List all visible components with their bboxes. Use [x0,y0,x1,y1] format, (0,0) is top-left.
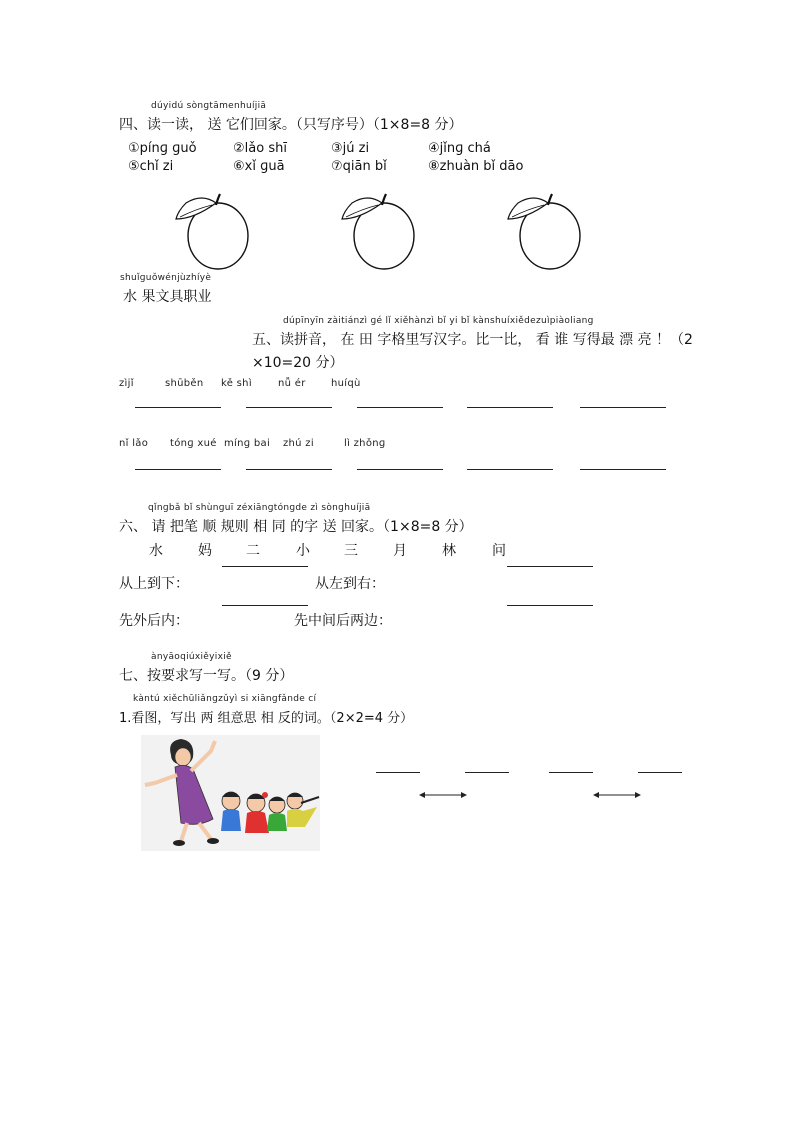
row1-pinyin-2: shūběn [165,378,204,389]
answer-line[interactable] [580,469,666,470]
stroke-char: 妈 [198,543,212,559]
section7-pinyin: ànyāoqiúxiěyixiě [151,652,232,662]
row1-pinyin-1: zìjǐ [119,378,134,389]
stroke-char: 林 [442,543,456,559]
option-6: ⑥xǐ ɡuā [233,159,285,174]
row2-pinyin-4: zhú zi [283,438,314,449]
apple-icon [338,193,420,273]
antonym-line[interactable] [376,772,420,773]
section6-title: 六、 请 把笔 顺 规则 相 同 的字 送 回家。（1×8=8 分） [119,519,473,535]
middle-sides-label: 先中间后两边： [294,613,392,629]
apple-icon [504,193,586,273]
section5-title-line2: ×10=20 分） [252,355,344,371]
answer-line[interactable] [135,407,221,408]
apple-label-pinyin: shuǐɡuǒwénjùzhíyè [120,273,212,283]
option-3: ③jú zi [331,141,370,156]
answer-line[interactable] [507,566,593,567]
answer-line[interactable] [135,469,221,470]
answer-line[interactable] [467,469,553,470]
row2-pinyin-1: nǐ lǎo [119,438,149,449]
section5-title-line1: 五、读拼音， 在 田 字格里写汉字。比一比， 看 谁 写得最 漂 亮 ！（2 [252,332,693,348]
row2-pinyin-2: tónɡ xué [170,438,217,449]
row1-pinyin-4: nǚ ér [278,378,306,389]
option-7: ⑦qiān bǐ [331,159,387,174]
option-1: ①pínɡ ɡuǒ [128,141,197,156]
answer-line[interactable] [467,407,553,408]
row1-pinyin-5: huíqù [331,378,361,389]
section7-sub-title: 1.看图，写出 两 组意思 相 反的词。（2×2=4 分） [119,711,414,726]
option-2: ②lǎo shī [233,141,287,156]
section6-pinyin: qǐnɡbǎ bǐ shùnɡuī zéxiānɡtónɡde zì sònɡhuíjiā [148,503,371,513]
answer-line[interactable] [580,407,666,408]
option-4: ④jǐnɡ chá [428,141,491,156]
stroke-char: 小 [296,543,310,559]
section7-title: 七、按要求写一写。（9 分） [119,668,294,684]
answer-line[interactable] [357,469,443,470]
answer-line[interactable] [357,407,443,408]
option-5: ⑤chǐ zi [128,159,174,174]
antonym-line[interactable] [549,772,593,773]
antonym-line[interactable] [638,772,682,773]
top-bottom-label: 从上到下： [119,576,189,592]
outside-inside-label: 先外后内： [119,613,189,629]
stroke-char: 二 [246,543,260,559]
apple-icon [172,193,254,273]
answer-line[interactable] [246,469,332,470]
stroke-char: 三 [344,543,358,559]
illustration-image [141,735,320,851]
apple-label: 水 果文具职业 [123,289,212,305]
option-8: ⑧zhuàn bǐ dāo [428,159,524,174]
section5-pinyin: dúpīnyīn zàitiánzì ɡé lǐ xiěhànzì bǐ yi bǐ kànshuíxiědezuìpiàoliang [283,316,594,326]
double-arrow-icon [592,790,642,800]
stroke-char: 月 [393,543,407,559]
row1-pinyin-3: kě shì [221,378,252,389]
antonym-line[interactable] [465,772,509,773]
answer-line[interactable] [246,407,332,408]
stroke-char: 问 [492,543,506,559]
answer-line[interactable] [222,605,308,606]
left-right-label: 从左到右： [315,576,385,592]
row2-pinyin-5: lì zhǒnɡ [344,438,386,449]
row2-pinyin-3: mínɡ bai [224,438,271,449]
stroke-char: 水 [149,543,163,559]
double-arrow-icon [418,790,468,800]
answer-line[interactable] [507,605,593,606]
section4-pinyin: dúyidú sònɡtāmenhuíjiā [151,101,267,111]
section4-title: 四、读一读， 送 它们回家。（只写序号）（1×8=8 分） [119,117,463,133]
section7-sub-pinyin: kàntú xiěchūliǎnɡzǔyì si xiānɡfǎnde cí [133,694,317,704]
answer-line[interactable] [222,566,308,567]
